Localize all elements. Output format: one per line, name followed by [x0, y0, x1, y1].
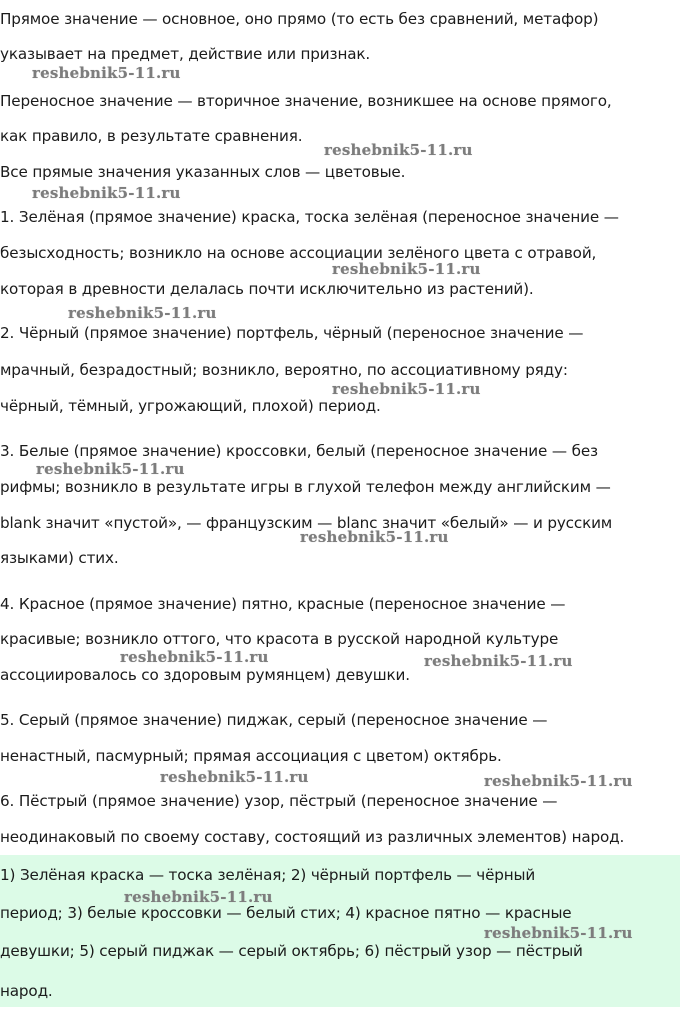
item-5-line: 5. Серый (прямое значение) пиджак, серый (переносное значение — [0, 711, 548, 729]
item-2-line: 2. Чёрный (прямое значение) портфель, чёрный (переносное значение — [0, 324, 584, 342]
watermark: reshebnik5-11.ru [160, 768, 309, 786]
item-1-line: безысходность; возникло на основе ассоциации зелёного цвета с отравой, [0, 244, 597, 262]
item-5-line: ненастный, пасмурный; прямая ассоциация с цветом) октябрь. [0, 747, 502, 765]
watermark: reshebnik5-11.ru [124, 888, 273, 906]
answer-line: 1) Зелёная краска — тоска зелёная; 2) чёрный портфель — чёрный [0, 866, 536, 884]
item-4-line: красивые; возникло оттого, что красота в русской народной культуре [0, 630, 559, 648]
item-3-line: blank значит «пустой», — французским — blanc значит «белый» — и русским [0, 514, 613, 532]
answer-line: период; 3) белые кроссовки — белый стих; 4) красное пятно — красные [0, 904, 572, 922]
watermark: reshebnik5-11.ru [32, 64, 181, 82]
item-4-line: 4. Красное (прямое значение) пятно, красные (переносное значение — [0, 595, 566, 613]
watermark: reshebnik5-11.ru [36, 460, 185, 478]
watermark: reshebnik5-11.ru [324, 141, 473, 159]
item-3-line: 3. Белые (прямое значение) кроссовки, белый (переносное значение — без [0, 442, 598, 460]
item-1-line: которая в древности делалась почти исключительно из растений). [0, 280, 534, 298]
item-2-line: мрачный, безрадостный; возникло, вероятно, по ассоциативному ряду: [0, 361, 568, 379]
watermark: reshebnik5-11.ru [332, 380, 481, 398]
intro-line: Все прямые значения указанных слов — цветовые. [0, 163, 406, 181]
watermark: reshebnik5-11.ru [300, 528, 449, 546]
intro-line: указывает на предмет, действие или признак. [0, 45, 371, 63]
watermark: reshebnik5-11.ru [332, 260, 481, 278]
item-1-line: 1. Зелёная (прямое значение) краска, тоска зелёная (переносное значение — [0, 208, 619, 226]
watermark: reshebnik5-11.ru [424, 652, 573, 670]
item-2-line: чёрный, тёмный, угрожающий, плохой) период. [0, 397, 381, 415]
watermark: reshebnik5-11.ru [484, 924, 633, 942]
answer-line: девушки; 5) серый пиджак — серый октябрь; 6) пёстрый узор — пёстрый [0, 942, 583, 960]
item-6-line: неодинаковый по своему составу, состоящий из различных элементов) народ. [0, 828, 625, 846]
intro-line: Прямое значение — основное, оно прямо (то есть без сравнений, метафор) [0, 10, 599, 28]
item-3-line: языками) стих. [0, 549, 119, 567]
item-3-line: рифмы; возникло в результате игры в глухой телефон между английским — [0, 478, 611, 496]
intro-line: Переносное значение — вторичное значение, возникшее на основе прямого, [0, 92, 612, 110]
intro-line: как правило, в результате сравнения. [0, 127, 303, 145]
item-4-line: ассоциировалось со здоровым румянцем) девушки. [0, 666, 410, 684]
watermark: reshebnik5-11.ru [68, 304, 217, 322]
answer-line: народ. [0, 982, 53, 1000]
item-6-line: 6. Пёстрый (прямое значение) узор, пёстрый (переносное значение — [0, 792, 558, 810]
watermark: reshebnik5-11.ru [32, 184, 181, 202]
watermark: reshebnik5-11.ru [120, 648, 269, 666]
watermark: reshebnik5-11.ru [484, 772, 633, 790]
